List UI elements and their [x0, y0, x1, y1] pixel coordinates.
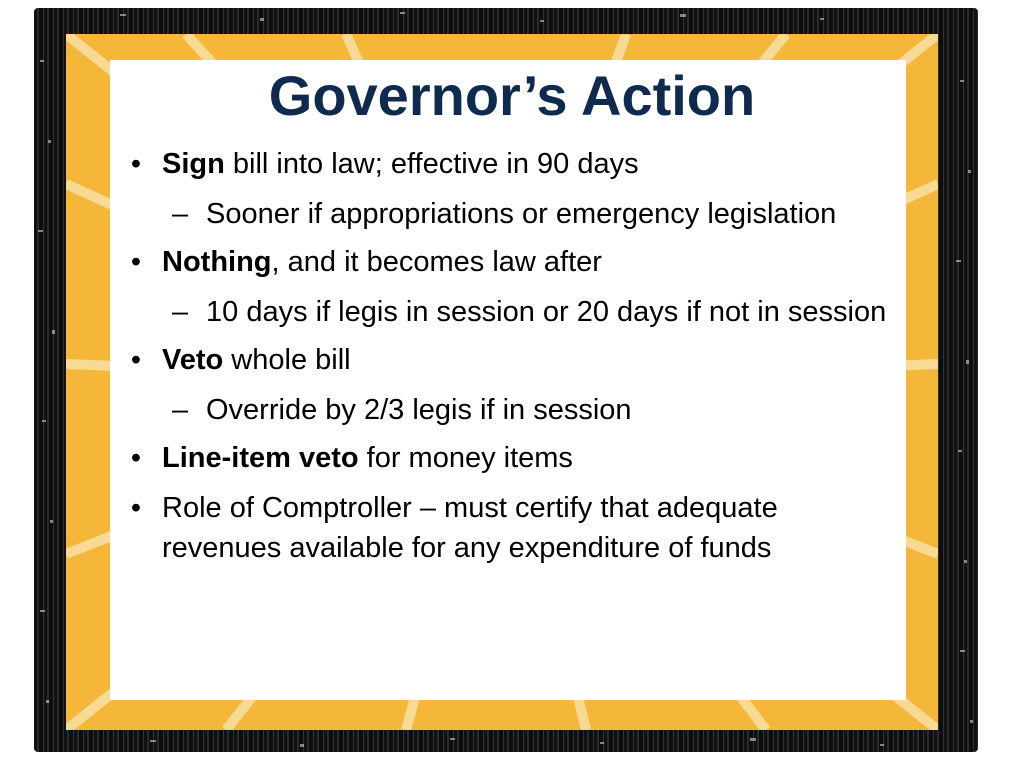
slide-title: Governor’s Action — [268, 64, 756, 127]
bullet-icon: • — [130, 344, 142, 376]
bullet-item-line-item-veto — [124, 438, 894, 478]
bullet-keyword: Veto — [162, 344, 224, 376]
sub-item-days — [124, 292, 894, 332]
bullet-icon: • — [130, 492, 142, 524]
dash-icon: – — [172, 394, 189, 426]
bullet-item-nothing — [124, 242, 894, 282]
bullet-item-veto — [124, 340, 894, 380]
bullet-icon: • — [130, 148, 142, 180]
bullet-item-sign — [124, 144, 894, 184]
dash-icon: – — [172, 198, 189, 230]
sub-item-override — [124, 390, 894, 430]
sub-item-text: Sooner if appropriations or emergency legislation — [206, 198, 837, 230]
bullet-keyword: Line-item veto — [162, 442, 359, 474]
bullet-text: bill into law; effective in 90 days — [224, 148, 639, 180]
bullet-text: Role of Comptroller – must certify that adequate revenues available for any expenditure of funds — [162, 492, 778, 564]
bullet-list — [124, 144, 894, 578]
sub-item-sooner — [124, 194, 894, 234]
bullet-icon: • — [130, 246, 142, 278]
sub-item-text: Override by 2/3 legis if in session — [206, 394, 632, 426]
bullet-keyword: Sign — [162, 148, 225, 180]
dash-icon: – — [172, 296, 189, 328]
sub-item-text: 10 days if legis in session or 20 days if not in session — [206, 296, 887, 328]
bullet-text: for money items — [358, 442, 573, 474]
bullet-text: , and it becomes law after — [271, 246, 602, 278]
bullet-icon: • — [130, 442, 142, 474]
bullet-text: whole bill — [223, 344, 351, 376]
bullet-keyword: Nothing — [162, 246, 272, 278]
bullet-item-comptroller — [124, 488, 894, 568]
